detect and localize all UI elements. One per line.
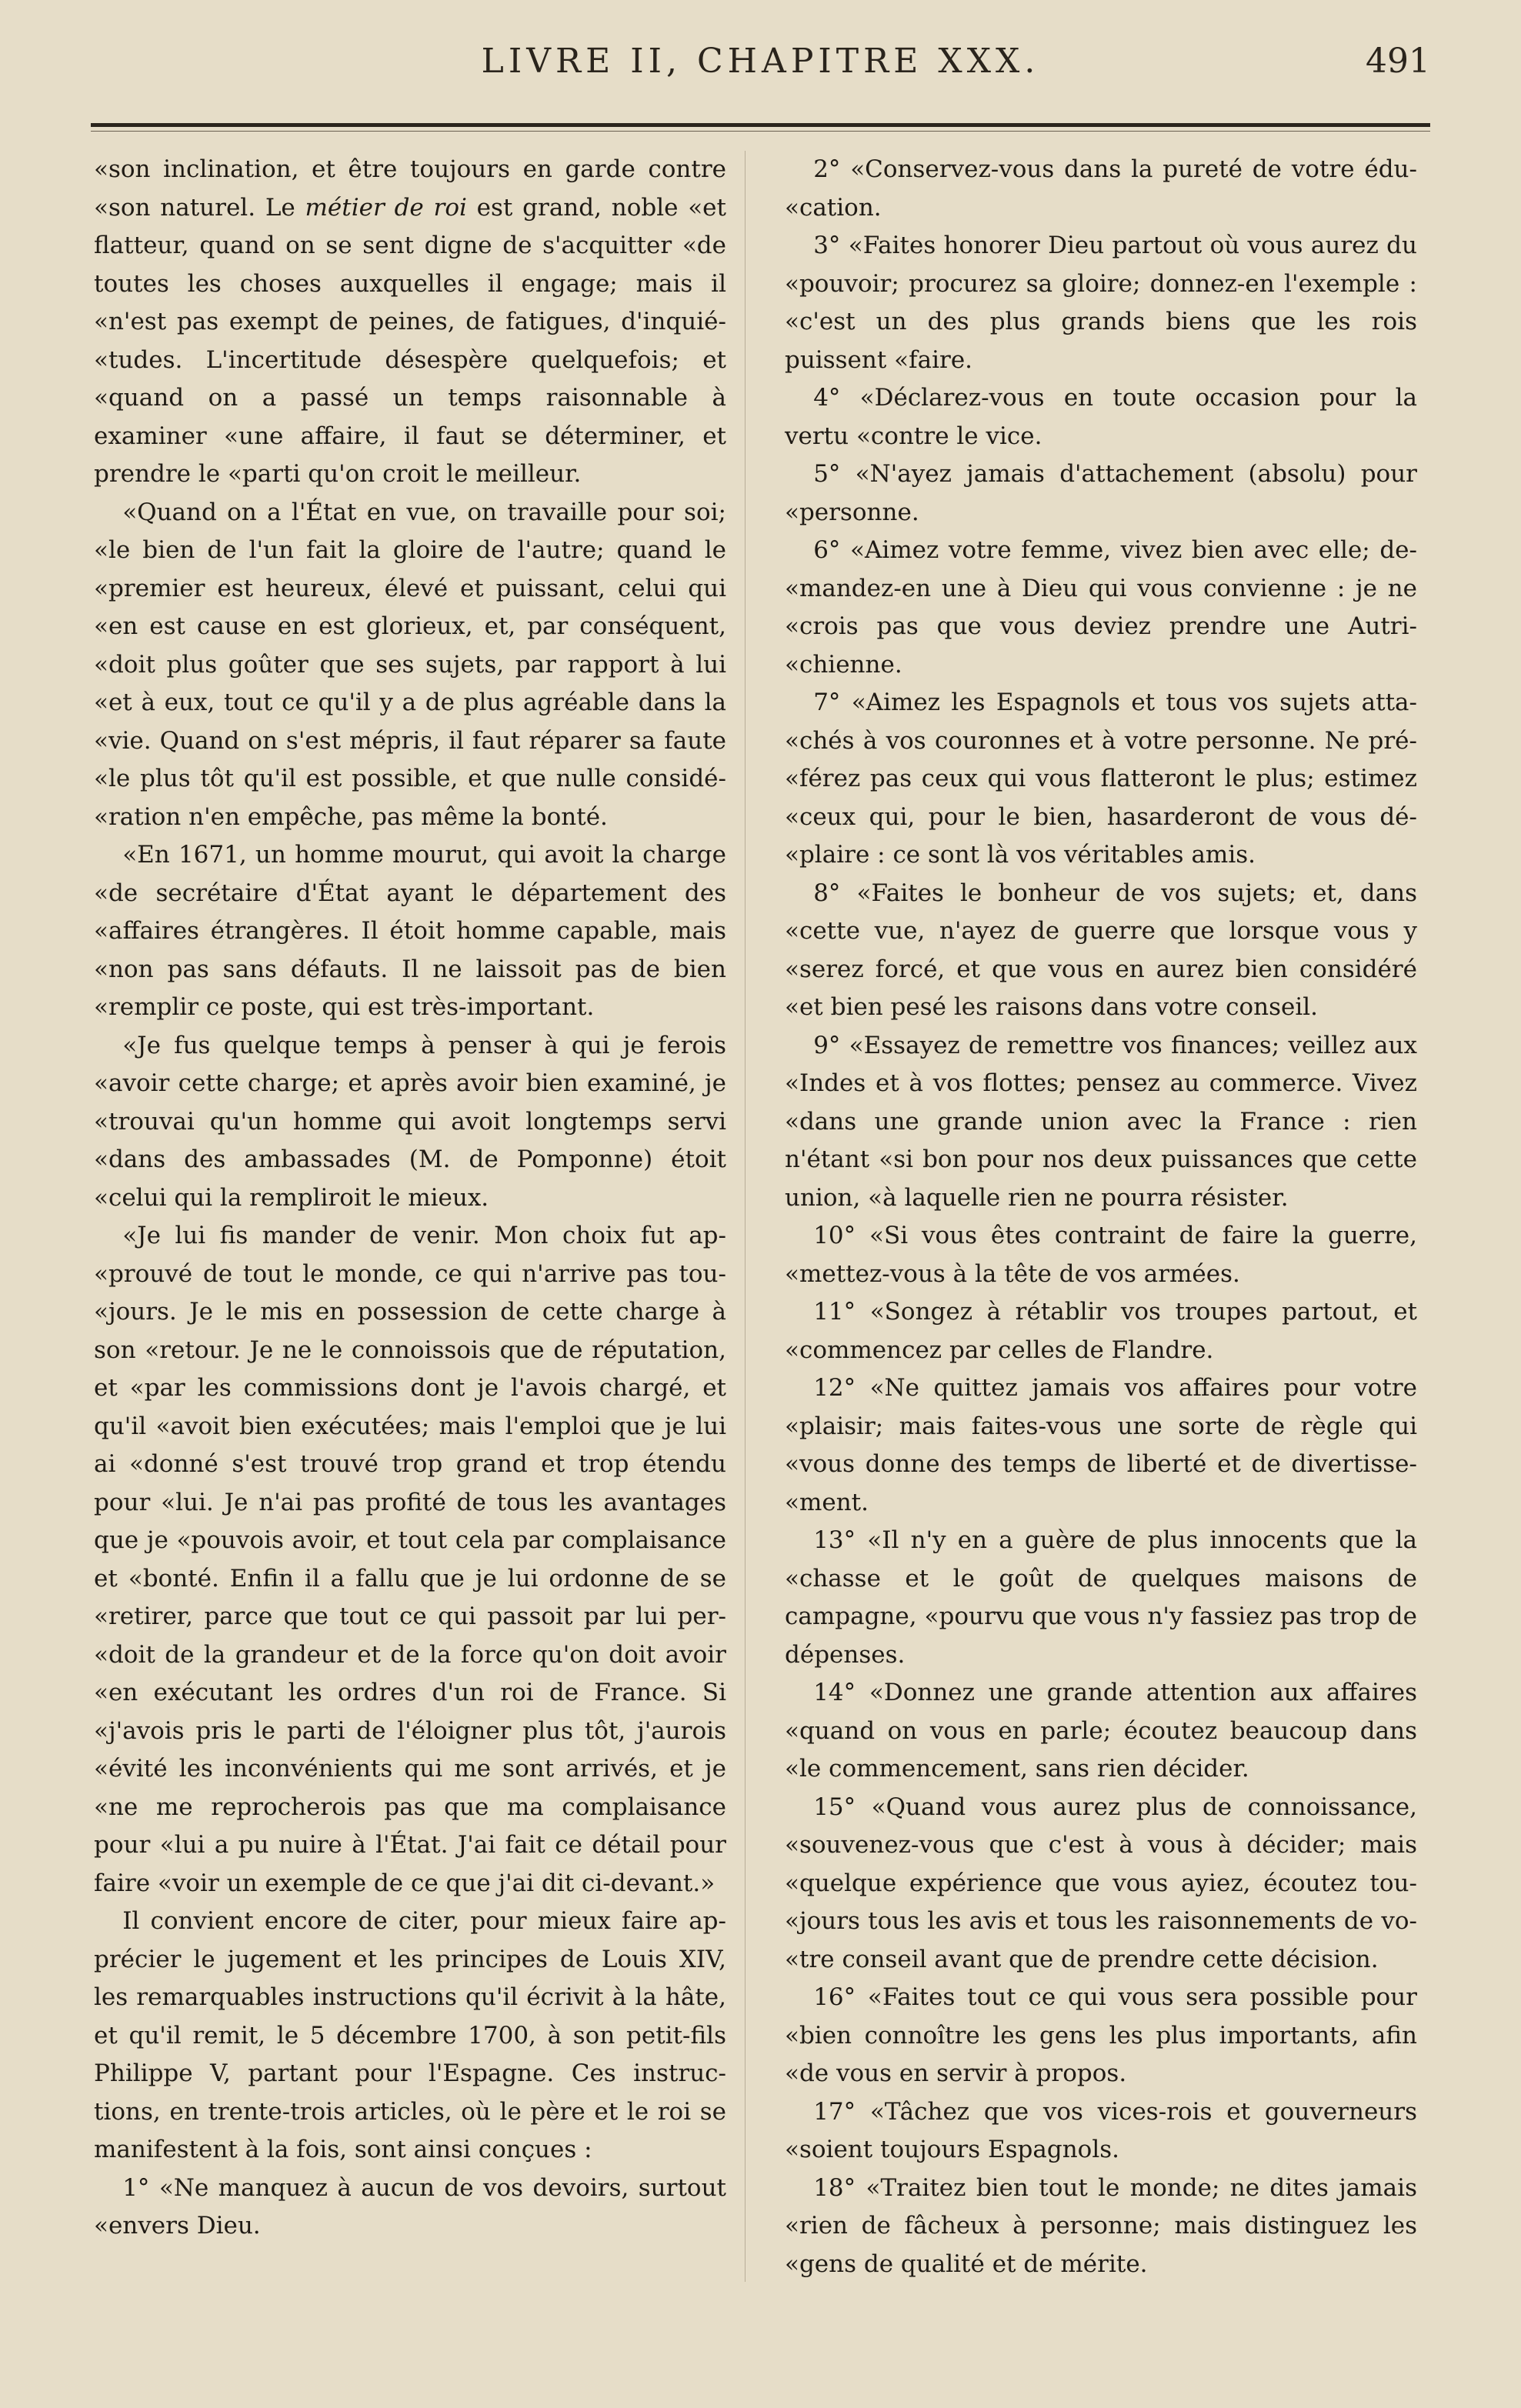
article-paragraph: 11° «Songez à rétablir vos troupes partout, et «commencez par celles de Flandre. bbox=[785, 1298, 1417, 1364]
left-column bbox=[94, 151, 726, 2246]
article-paragraph: 5° «N'ayez jamais d'attachement (absolu) pour «personne. bbox=[785, 460, 1417, 526]
header-rule bbox=[91, 123, 1430, 127]
paragraph: Il convient encore de citer, pour mieux faire ap- précier le jugement et les principes de Louis XIV, les remarquables instructions qu'il écrivit à la hâte, et qu'il remit, le 5 décembre 1700, à son petit-fils Philippe V, partant pour l'Espagne. Ces instruc- tions, en trente-trois articles, où le père et le roi se manifestent à la fois, sont ainsi conçues : bbox=[94, 1907, 726, 2163]
article-paragraph: 7° «Aimez les Espagnols et tous vos sujets atta- «chés à vos couronnes et à votre personne. Ne pré- «férez pas ceux qui vous flatteront le plus; estimez «ceux qui, pour le bien, hasarderont de vous dé- «plaire : ce sont là vos véritables amis. bbox=[785, 689, 1417, 869]
article-paragraph: 6° «Aimez votre femme, vivez bien avec elle; de- «mandez-en une à Dieu qui vous convienne : je ne «crois pas que vous deviez prendre une Autri- «chienne. bbox=[785, 536, 1417, 679]
page-number: 491 bbox=[1366, 42, 1430, 81]
article-paragraph: 12° «Ne quittez jamais vos affaires pour votre «plaisir; mais faites-vous une sorte de règle qui «vous donne des temps de liberté et de divertisse- «ment. bbox=[785, 1374, 1417, 1516]
article-paragraph: 8° «Faites le bonheur de vos sujets; et, dans «cette vue, n'ayez de guerre que lorsque vous y «serez forcé, et que vous en aurez bien considéré «et bien pesé les raisons dans votre conseil. bbox=[785, 879, 1417, 1021]
paragraph: «Je lui fis mander de venir. Mon choix fut ap- «prouvé de tout le monde, ce qui n'arrive pas tou- «jours. Je le mis en possession de cette charge à son «retour. Je ne le connoissois que de réputation, et «par les commissions dont je l'avois chargé, et qu'il «avoit bien exécutées; mais l'emploi que je lui ai «donné s'est trouvé trop grand et trop étendu pour «lui. Je n'ai pas profité de tous les avantages que je «pouvois avoir, et tout cela par complaisance et «bonté. Enfin il a fallu que je lui ordonne de se «retirer, parce que tout ce qui passoit par lui per- «doit de la grandeur et de la force qu'on doit avoir «en exécutant les ordres d'un roi de France. Si «j'avois pris le parti de l'éloigner plus tôt, j'aurois «évité les inconvénients qui me sont arrivés, et je «ne me reprocherois pas que ma complaisance pour «lui a pu nuire à l'État. J'ai fait ce détail pour faire «voir un exemple de ce que j'ai dit ci-devant.» bbox=[94, 1222, 726, 1897]
article-paragraph: 13° «Il n'y en a guère de plus innocents que la «chasse et le goût de quelques maisons de campagne, «pourvu que vous n'y fassiez pas trop de dépenses. bbox=[785, 1526, 1417, 1669]
running-head bbox=[0, 25, 1521, 94]
article-paragraph: 15° «Quand vous aurez plus de connoissance, «souvenez-vous que c'est à vous à décider; mais «quelque expérience que vous ayiez, écoutez tou- «jours tous les avis et tous les raisonnements de vo- «tre conseil avant que de prendre cette décision. bbox=[785, 1793, 1417, 1973]
article-paragraph: 9° «Essayez de remettre vos finances; veillez aux «Indes et à vos flottes; pensez au commerce. Vivez «dans une grande union avec la France : rien n'étant «si bon pour nos deux puissances que cette union, «à laquelle rien ne pourra résister. bbox=[785, 1031, 1417, 1212]
paragraph: «Je fus quelque temps à penser à qui je ferois «avoir cette charge; et après avoir bien examiné, je «trouvai qu'un homme qui avoit longtemps servi «dans des ambassades (M. de Pomponne) étoit «celui qui la rempliroit le mieux. bbox=[94, 1031, 726, 1212]
article-paragraph: 17° «Tâchez que vos vices-rois et gouverneurs «soient toujours Espagnols. bbox=[785, 2097, 1417, 2163]
paragraph: «Quand on a l'État en vue, on travaille pour soi; «le bien de l'un fait la gloire de l'autre; quand le «premier est heureux, élevé et puissant, celui qui «en est cause en est glorieux, et, par conséquent, «doit plus goûter que ses sujets, par rapport à lui «et à eux, tout ce qu'il y a de plus agréable dans la «vie. Quand on s'est mépris, il faut réparer sa faute «le plus tôt qu'il est possible, et que nulle considé- «ration n'en empêche, pas même la bonté. bbox=[94, 498, 726, 831]
chapter-title: LIVRE II, CHAPITRE XXX. bbox=[481, 42, 1040, 81]
right-column bbox=[785, 151, 1417, 2283]
article-paragraph: 1° «Ne manquez à aucun de vos devoirs, surtout «envers Dieu. bbox=[94, 2173, 726, 2240]
article-paragraph: 18° «Traitez bien tout le monde; ne dites jamais «rien de fâcheux à personne; mais distinguez les «gens de qualité et de mérite. bbox=[785, 2173, 1417, 2278]
article-paragraph: 4° «Déclarez-vous en toute occasion pour la vertu «contre le vice. bbox=[785, 384, 1417, 450]
article-paragraph: 16° «Faites tout ce qui vous sera possible pour «bien connoître les gens les plus importants, afin «de vous en servir à propos. bbox=[785, 1983, 1417, 2087]
article-paragraph: 2° «Conservez-vous dans la pureté de votre édu- «cation. bbox=[785, 155, 1417, 222]
article-paragraph: 14° «Donnez une grande attention aux affaires «quand on vous en parle; écoutez beaucoup dans «le commencement, sans rien décider. bbox=[785, 1679, 1417, 1783]
header-rule-thin bbox=[91, 131, 1430, 132]
paragraph: «son inclination, et être toujours en garde contre «son naturel. Le métier de roi est grand, noble «et flatteur, quand on se sent digne de s'acquitter «de toutes les choses auxquelles il engage; mais il «n'est pas exempt de peines, de fatigues, d'inquié- «tudes. L'incertitude désespère quelquefois; et «quand on a passé un temps raisonnable à examiner «une affaire, il faut se déterminer, et prendre le «parti qu'on croit le meilleur. bbox=[94, 155, 726, 488]
article-paragraph: 3° «Faites honorer Dieu partout où vous aurez du «pouvoir; procurez sa gloire; donnez-en l'exemple : «c'est un des plus grands biens que les rois puissent «faire. bbox=[785, 232, 1417, 374]
paragraph: «En 1671, un homme mourut, qui avoit la charge «de secrétaire d'État ayant le département des «affaires étrangères. Il étoit homme capable, mais «non pas sans défauts. Il ne laissoit pas de bien «remplir ce poste, qui est très-important. bbox=[94, 841, 726, 1021]
article-paragraph: 10° «Si vous êtes contraint de faire la guerre, «mettez-vous à la tête de vos armées. bbox=[785, 1222, 1417, 1288]
